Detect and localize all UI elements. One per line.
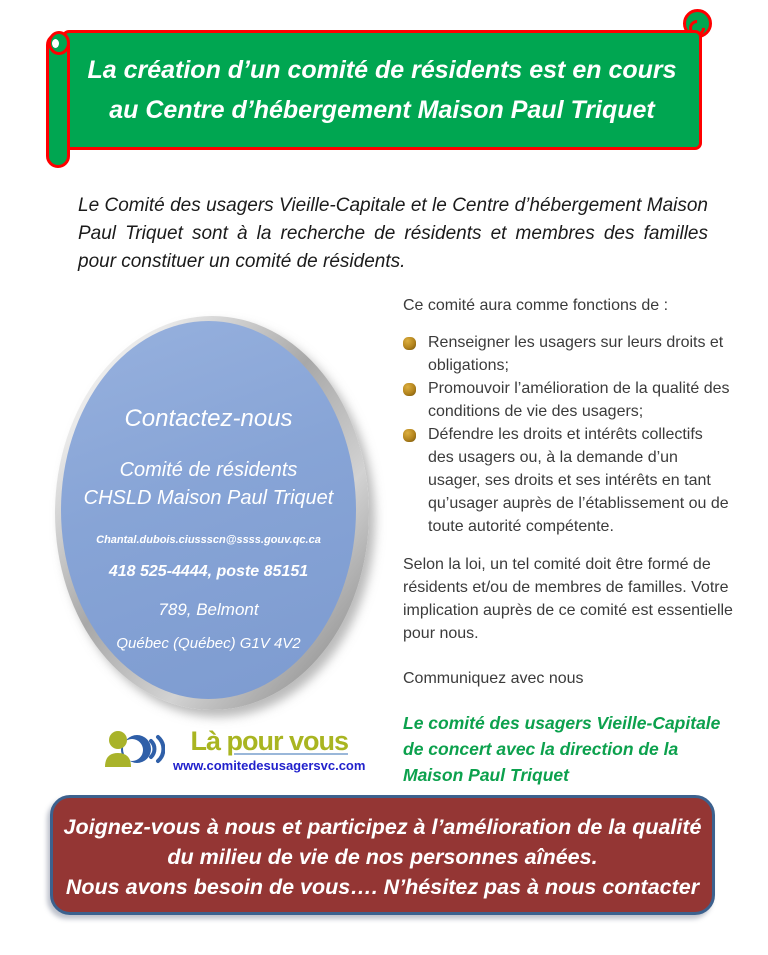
bottom-banner-line1: Joignez-vous à nous et participez à l’amélioration de la qualité [63,815,702,839]
contact-email: Chantal.dubois.ciussscn@ssss.gouv.qc.ca [96,534,321,546]
contact-address-line1: 789, Belmont [158,600,259,619]
contact-invite: Communiquez avec nous [403,670,584,687]
bullet-icon [403,429,416,442]
list-item [403,423,733,538]
scroll-roll-curl-icon [48,31,70,55]
committee-logo [101,727,365,779]
law-paragraph: Selon la loi, un tel comité doit être formé de résidents et/ou de membres de familles. Votre implication auprès de ce comité est essentielle pour nous. [403,556,733,642]
functions-heading: Ce comité aura comme fonctions de : [403,297,669,314]
bullet-icon [403,383,416,396]
logo-tagline [190,727,348,755]
bullet-text: Défendre les droits et intérêts collectifs des usagers ou, à la demande d’un usager, ses droits et ses intérêts en tant qu’usager auprès de l’établissement ou de toute autorité compétente. [428,426,729,535]
banner-title-line2: au Centre d’hébergement Maison Paul Triquet [109,96,655,124]
contact-org-line2: CHSLD Maison Paul Triquet [83,487,334,509]
bottom-banner [50,795,715,915]
logo-text-block [173,727,365,773]
contact-title: Contactez-nous [124,405,293,432]
signature-text: Le comité des usagers Vieille-Capitale de concert avec la direction de la Maison Paul Triquet [403,713,721,785]
contact-oval [55,316,369,710]
bullet-text: Promouvoir l’amélioration de la qualité des conditions de vie des usagers; [428,380,730,420]
contact-org-line1: Comité de résidents [119,459,298,481]
contact-address-line2: Québec (Québec) G1V 4V2 [116,635,301,652]
banner-title-line1: La création d’un comité de résidents est en cours [87,56,677,84]
logo-tagline-la: Là [190,726,227,756]
talking-heads-icon [101,727,165,779]
bottom-banner-line2: du milieu de vie de nos personnes aînées. [167,845,598,869]
functions-list [403,331,733,538]
bullet-text: Renseigner les usagers sur leurs droits et obligations; [428,334,724,374]
functions-section [403,294,733,788]
scroll-banner-body [62,30,702,150]
intro-paragraph: Le Comité des usagers Vieille-Capitale et le Centre d’hébergement Maison Paul Triquet sont à la recherche de résidents et membres des familles pour constituer un comité de résidents. [78,195,708,272]
logo-tagline-rest: pour vous [226,726,348,756]
bottom-banner-line3: Nous avons besoin de vous…. N’hésitez pas à nous contacter [65,875,700,899]
contact-oval-face [61,321,356,699]
list-item [403,377,733,423]
contact-phone: 418 525-4444, poste 85151 [108,563,309,580]
website-link[interactable]: www.comitedesusagersvc.com [173,758,366,773]
list-item [403,331,733,377]
bullet-icon [403,337,416,350]
